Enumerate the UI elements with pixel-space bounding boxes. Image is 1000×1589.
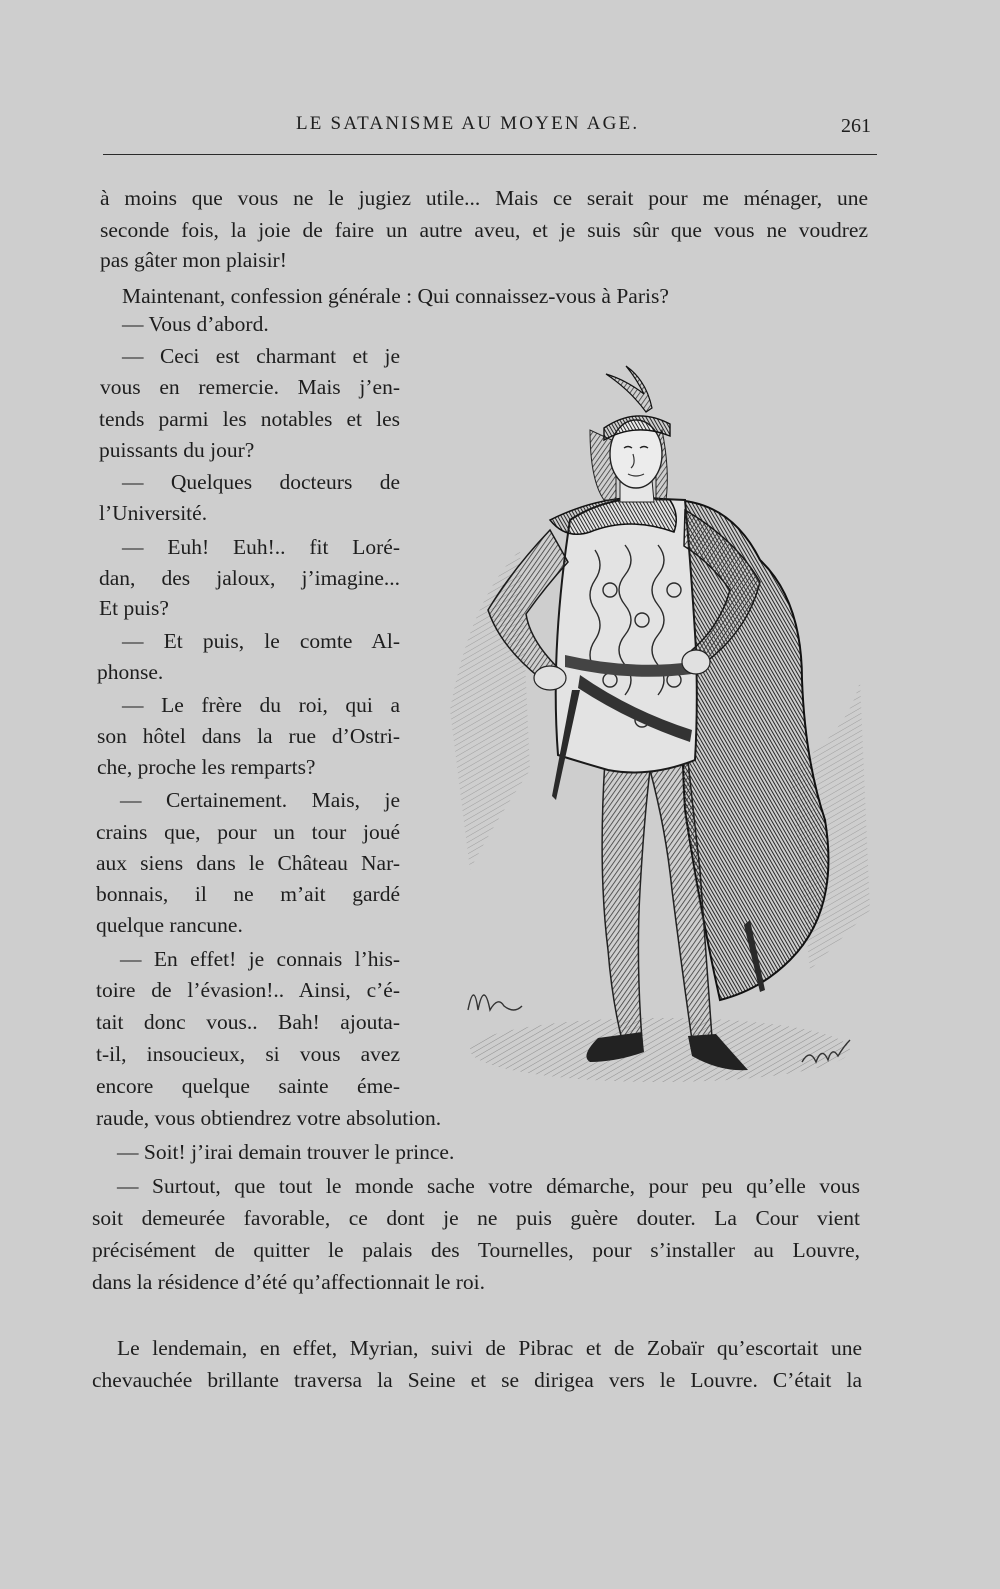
text-line: vous en remercie. Mais j’en- <box>100 375 400 399</box>
text-line: précisément de quitter le palais des Tournelles, pour s’installer au Louvre, <box>92 1238 860 1262</box>
text-line: dans la résidence d’été qu’affectionnait le roi. <box>92 1270 485 1294</box>
text-line: pas gâter mon plaisir! <box>100 248 287 272</box>
running-title: LE SATANISME AU MOYEN AGE. <box>296 113 640 134</box>
text-line: — Ceci est charmant et je <box>122 344 400 368</box>
engraving-illustration-medieval-nobleman <box>430 350 880 1110</box>
text-line: Maintenant, confession générale : Qui connaissez-vous à Paris? <box>122 284 669 308</box>
text-line: Le lendemain, en effet, Myrian, suivi de Pibrac et de Zobaïr qu’escortait une <box>117 1336 862 1360</box>
text-line: tait donc vous.. Bah! ajouta- <box>96 1010 400 1034</box>
text-line: aux siens dans le Château Nar- <box>96 851 400 875</box>
page-number: 261 <box>841 115 871 137</box>
text-line: — En effet! je connais l’his- <box>120 947 400 971</box>
text-line: bonnais, il ne m’ait gardé <box>96 882 400 906</box>
text-line: — Certainement. Mais, je <box>120 788 400 812</box>
text-line: — Quelques docteurs de <box>122 470 400 494</box>
text-line: — Le frère du roi, qui a <box>122 693 400 717</box>
text-line: l’Université. <box>99 501 208 525</box>
header-rule <box>103 154 877 155</box>
text-line: à moins que vous ne le jugiez utile... Mais ce serait pour me ménager, une <box>100 186 868 210</box>
text-line: phonse. <box>97 660 164 684</box>
text-line: encore quelque sainte éme- <box>96 1074 400 1098</box>
text-line: — Euh! Euh!.. fit Loré- <box>122 535 400 559</box>
text-line: seconde fois, la joie de faire un autre aveu, et je suis sûr que vous ne voudrez <box>100 218 868 242</box>
text-line: quelque rancune. <box>96 913 243 937</box>
text-line: son hôtel dans la rue d’Ostri- <box>97 724 400 748</box>
text-line: dan, des jaloux, j’imagine... <box>99 566 400 590</box>
text-line: — Surtout, que tout le monde sache votre démarche, pour peu qu’elle vous <box>117 1174 860 1198</box>
text-line: toire de l’évasion!.. Ainsi, c’é- <box>96 978 400 1002</box>
text-line: crains que, pour un tour joué <box>96 820 400 844</box>
text-line: — Vous d’abord. <box>122 312 269 336</box>
text-line: chevauchée brillante traversa la Seine et se dirigea vers le Louvre. C’était la <box>92 1368 862 1392</box>
text-line: tends parmi les notables et les <box>99 407 400 431</box>
text-line: — Soit! j’irai demain trouver le prince. <box>117 1140 455 1164</box>
text-line: raude, vous obtiendrez votre absolution. <box>96 1106 442 1130</box>
text-line: puissants du jour? <box>99 438 255 462</box>
text-line: Et puis? <box>99 596 169 620</box>
text-line: — Et puis, le comte Al- <box>122 629 400 653</box>
text-line: soit demeurée favorable, ce dont je ne puis guère douter. La Cour vient <box>92 1206 860 1230</box>
text-line: che, proche les remparts? <box>97 755 316 779</box>
text-line: t-il, insoucieux, si vous avez <box>96 1042 400 1066</box>
